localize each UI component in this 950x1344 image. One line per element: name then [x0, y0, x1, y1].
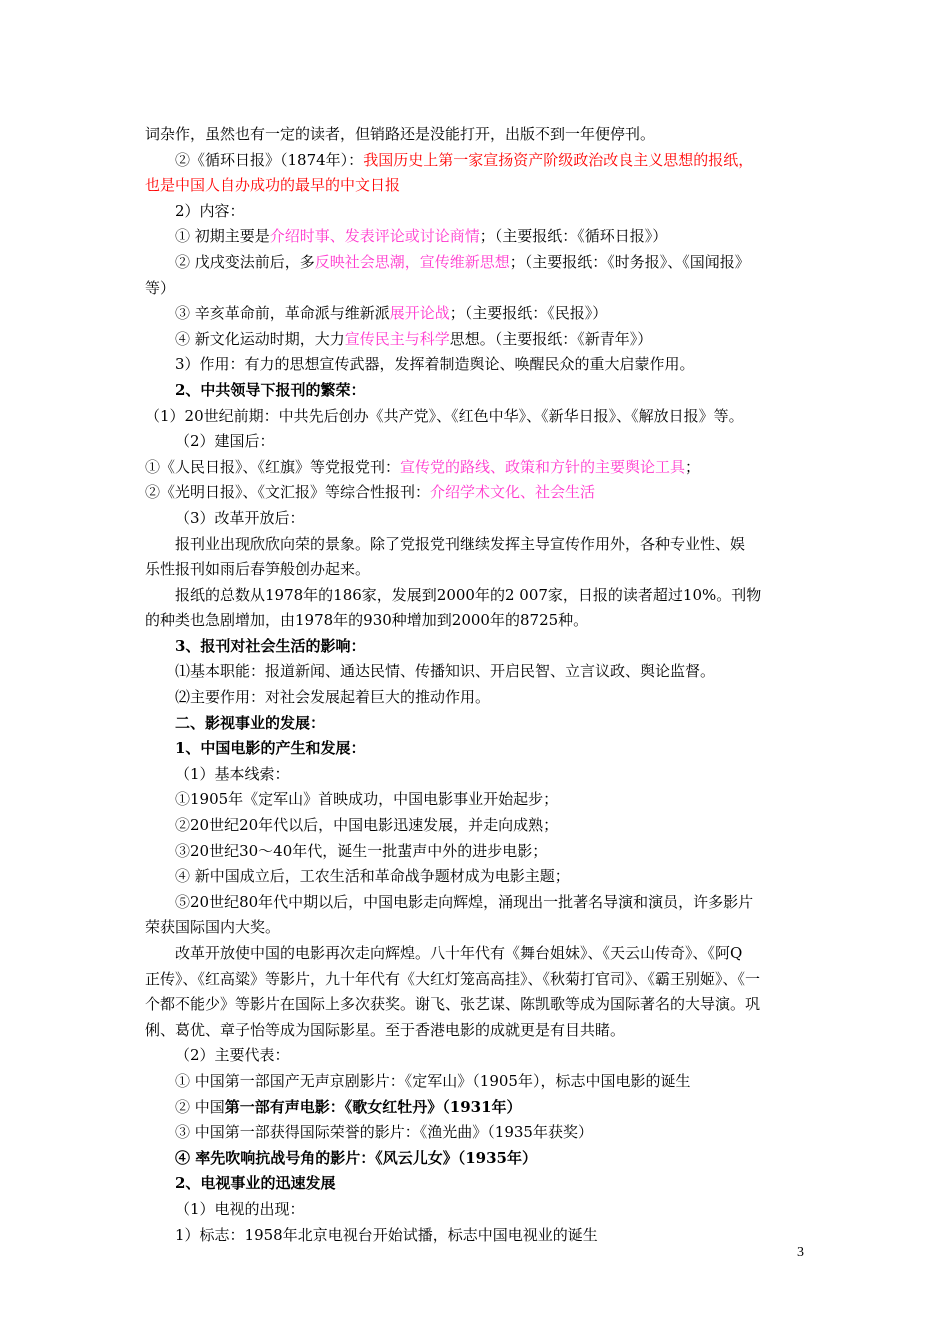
paragraph-line — [145, 327, 810, 353]
section-heading: 2、中共领导下报刊的繁荣： — [175, 380, 366, 399]
text-run: ；（主要报纸：《时务报》、《国闻报》 — [509, 252, 750, 271]
text-run: ① 初期主要是 — [175, 227, 270, 246]
section-heading: 2、电视事业的迅速发展 — [175, 1174, 336, 1193]
paragraph-line: （1）20世纪前期：中共先后创办《共产党》、《红色中华》、《新华日报》、《解放日报》等。 — [145, 406, 744, 425]
highlight-text-pink: 反映社会思潮，宣传维新思想 — [314, 252, 510, 271]
paragraph-line — [145, 301, 810, 327]
paragraph-line — [145, 455, 810, 481]
text-run: ② 中国 — [175, 1097, 225, 1116]
section-heading: 二、影视事业的发展： — [175, 713, 326, 732]
paragraph-line: 报刊业出现欣欣向荣的景象。除了党报党刊继续发挥主导宣传作用外，各种专业性、娱 — [175, 534, 746, 553]
paragraph-line: ① 中国第一部国产无声京剧影片：《定军山》（1905年），标志中国电影的诞生 — [175, 1071, 691, 1090]
highlight-text-pink: 展开论战 — [389, 304, 450, 323]
paragraph-line: ③ 中国第一部获得国际荣誉的影片：《渔光曲》（1935年获奖） — [175, 1123, 593, 1142]
highlight-text-red: 我国历史上第一家宣扬资产阶级政治改良主义思想的报纸， — [363, 150, 754, 169]
paragraph-line: ④ 新中国成立后，工农生活和革命战争题材成为电影主题； — [175, 867, 570, 886]
paragraph-line: 等） — [145, 278, 176, 297]
text-run: ；（主要报纸：《循环日报》） — [479, 227, 668, 246]
paragraph-line: 词杂作，虽然也有一定的读者，但销路还是没能打开，出版不到一年便停刊。 — [145, 125, 656, 143]
text-run: ； — [685, 457, 701, 476]
text-run: ④ 新文化运动时期，大力 — [175, 329, 345, 348]
text-run: ；（主要报纸：《民报》） — [449, 304, 608, 323]
paragraph-line: 1）标志：1958年北京电视台开始试播，标志中国电视业的诞生 — [175, 1225, 598, 1244]
highlight-text-pink: 介绍学术文化、社会生活 — [430, 483, 596, 502]
paragraph-line — [145, 480, 810, 506]
section-heading: 3、报刊对社会生活的影响： — [175, 636, 366, 655]
paragraph-line: （1）电视的出现： — [175, 1199, 305, 1218]
text-run: 思想。（主要报纸：《新青年》） — [449, 329, 653, 348]
highlight-text-pink: 介绍时事、发表评论或讨论商情 — [269, 227, 480, 246]
page-number: 3 — [797, 1245, 804, 1260]
text-run: ③ 辛亥革命前，革命派与维新派 — [175, 304, 390, 323]
paragraph-line: 报纸的总数从1978年的186家，发展到2000年的2 007家，日报的读者超过10%。刊物 — [175, 585, 762, 604]
paragraph-line: （3）改革开放后： — [175, 508, 305, 527]
document-body — [145, 122, 810, 1248]
highlight-text-pink: 宣传党的路线、政策和方针的主要舆论工具 — [400, 457, 686, 476]
paragraph-line: ⑵主要作用：对社会发展起着巨大的推动作用。 — [175, 688, 491, 707]
paragraph-line: ①1905年《定军山》首映成功，中国电影事业开始起步； — [175, 790, 559, 809]
paragraph-line — [145, 224, 810, 250]
text-run: ②《循环日报》（1874年）： — [175, 150, 364, 169]
paragraph-line: 荣获国际国内大奖。 — [145, 918, 281, 937]
bold-text: 第一部有声电影：《歌女红牡丹》（1931年） — [224, 1097, 522, 1116]
paragraph-line: ②20世纪20年代以后，中国电影迅速发展，并走向成熟； — [175, 816, 559, 835]
paragraph-line: 个都不能少》等影片在国际上多次获奖。谢飞、张艺谋、陈凯歌等成为国际著名的大导演。巩 — [145, 995, 761, 1014]
paragraph-line: 改革开放使中国的电影再次走向辉煌。八十年代有《舞台姐妹》、《天云山传奇》、《阿Q — [175, 944, 743, 962]
highlight-text-red: 也是中国人自办成功的最早的中文日报 — [145, 176, 401, 195]
paragraph-line — [145, 250, 810, 276]
paragraph-line: （2）主要代表： — [175, 1046, 290, 1065]
paragraph-line: 2）内容： — [175, 201, 245, 220]
text-run: ② 戊戌变法前后，多 — [175, 252, 315, 271]
section-heading: 1、中国电影的产生和发展： — [175, 739, 366, 758]
highlight-text-pink: 宣传民主与科学 — [344, 329, 450, 348]
paragraph-line: ⑤20世纪80年代中期以后，中国电影走向辉煌，涌现出一批著名导演和演员，许多影片 — [175, 892, 754, 911]
paragraph-line: 乐性报刊如雨后春笋般创办起来。 — [145, 560, 371, 579]
bold-line: ④ 率先吹响抗战号角的影片：《风云儿女》（1935年） — [175, 1148, 537, 1167]
paragraph-line: （1）基本线索： — [175, 764, 290, 783]
paragraph-line: ⑴基本职能：报道新闻、通达民情、传播知识、开启民智、立言议政、舆论监督。 — [175, 662, 716, 681]
paragraph-line: （2）建国后： — [175, 432, 275, 451]
paragraph-line: 正传》、《红高粱》等影片，九十年代有《大红灯笼高高挂》、《秋菊打官司》、《霸王别姬》、《一 — [145, 969, 761, 988]
paragraph-line — [145, 1095, 810, 1121]
paragraph-line: ③20世纪30～40年代，诞生一批蜚声中外的进步电影； — [175, 841, 548, 860]
paragraph-line: 3）作用：有力的思想宣传武器，发挥着制造舆论、唤醒民众的重大启蒙作用。 — [175, 355, 695, 374]
paragraph-line: 的种类也急剧增加，由1978年的930种增加到2000年的8725种。 — [145, 611, 589, 630]
text-run: ①《人民日报》、《红旗》等党报党刊： — [145, 457, 401, 476]
text-run: ②《光明日报》、《文汇报》等综合性报刊： — [145, 483, 431, 502]
paragraph-line — [145, 148, 810, 174]
paragraph-line: 俐、葛优、章子怡等成为国际影星。至于香港电影的成就更是有目共睹。 — [145, 1020, 626, 1039]
